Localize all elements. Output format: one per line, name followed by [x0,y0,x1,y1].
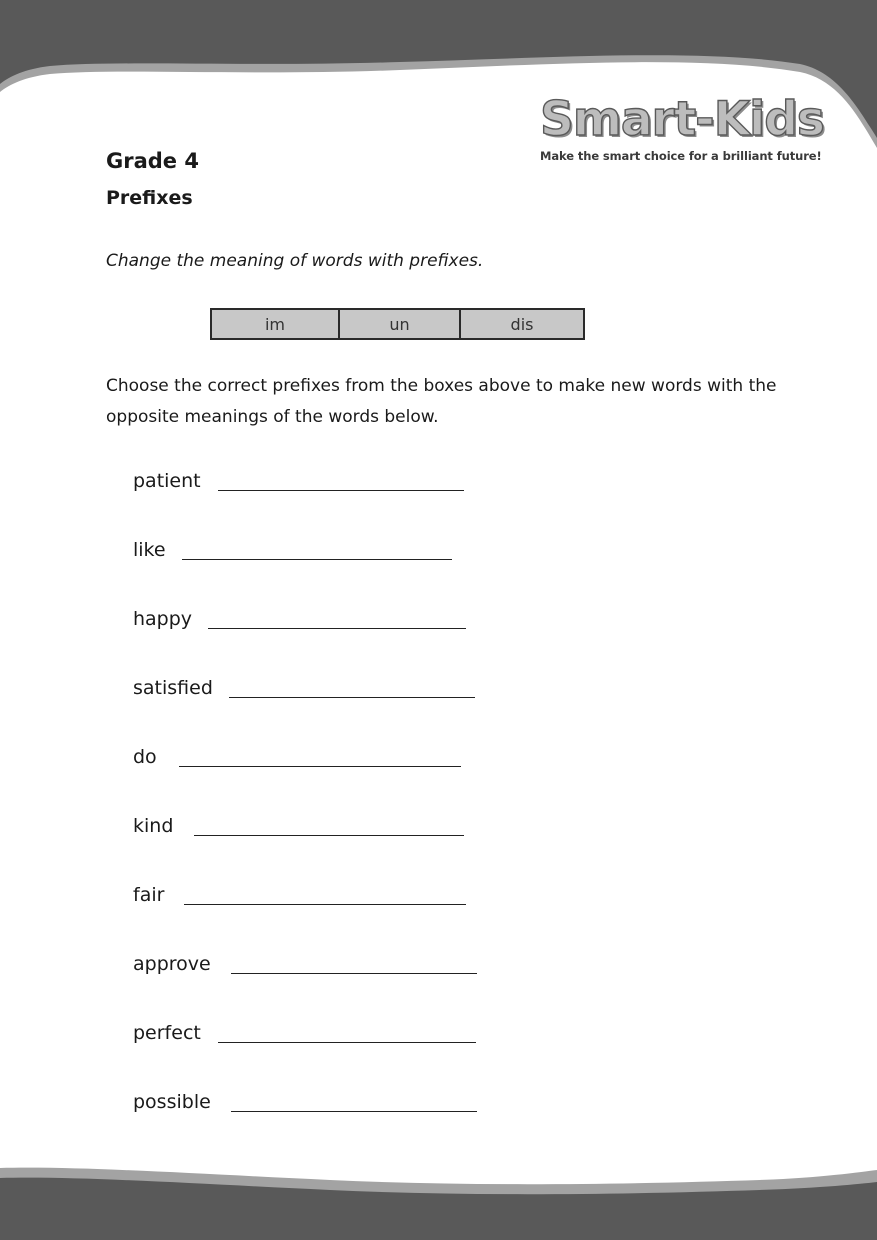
answer-line[interactable] [179,765,461,767]
word-label: fair [133,884,165,906]
word-label: happy [133,608,193,630]
smart-kids-logo [540,92,830,163]
answer-line[interactable] [182,558,452,560]
word-label: do [133,746,157,768]
answer-line[interactable] [231,1110,477,1112]
prefix-box-im: im [211,309,339,339]
word-row-possible [133,1084,477,1114]
word-label: possible [133,1091,211,1113]
prefix-box-dis: dis [460,309,584,339]
topic-heading: Prefixes [106,187,193,209]
logo-wordmark: Smart-Kids [540,92,824,147]
word-label: like [133,539,166,561]
answer-line[interactable] [231,972,477,974]
answer-line[interactable] [184,903,466,905]
word-label: approve [133,953,211,975]
word-row-approve [133,946,477,976]
word-label: satisfied [133,677,213,699]
instruction-text: Change the meaning of words with prefixes. [106,251,484,271]
grade-heading: Grade 4 [106,149,199,173]
prefix-box-un: un [339,309,460,339]
prefix-box-table [210,308,585,340]
word-row-fair [133,877,466,907]
word-row-perfect [133,1015,476,1045]
word-row-like [133,532,452,562]
answer-line[interactable] [208,627,466,629]
word-row-do [133,739,461,769]
directions-text: Choose the correct prefixes from the boxes above to make new words with the opposite meanings of the words below. [106,376,777,427]
answer-line[interactable] [194,834,464,836]
answer-line[interactable] [229,696,475,698]
word-label: patient [133,470,201,492]
answer-line[interactable] [218,1041,476,1043]
word-label: kind [133,815,174,837]
word-row-kind [133,808,464,838]
word-label: perfect [133,1022,201,1044]
word-row-satisfied [133,670,475,700]
word-row-patient [133,463,464,493]
logo-tagline: Make the smart choice for a brilliant future! [540,149,822,163]
answer-line[interactable] [218,489,464,491]
bottom-wave-banner [0,1140,877,1240]
word-row-happy [133,601,466,631]
